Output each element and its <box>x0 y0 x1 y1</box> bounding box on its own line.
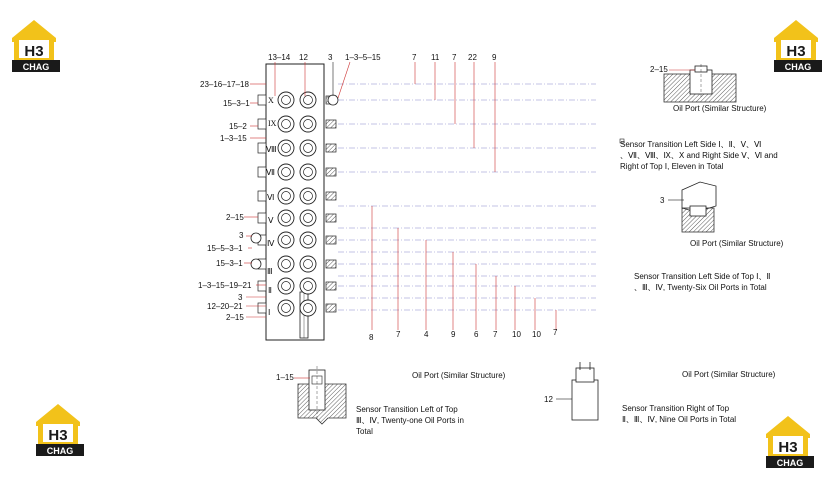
bottom-label: 6 <box>474 330 479 339</box>
port-bore <box>282 260 291 269</box>
left-label: 3 <box>239 231 244 240</box>
note-sensor-left-top <box>634 272 771 292</box>
top-label: 9 <box>492 53 497 62</box>
top-label: 1–3–5–15 <box>345 53 381 62</box>
left-fitting <box>258 213 266 223</box>
logo-word: CHAG <box>776 458 804 468</box>
bottom-label: 10 <box>512 330 521 339</box>
left-fitting <box>258 191 266 201</box>
left-fitting <box>258 143 266 153</box>
detail-oil-port-top-right <box>650 64 767 113</box>
port-bore <box>282 96 291 105</box>
port-bore <box>282 236 291 245</box>
section-numeral: Ⅶ <box>266 168 275 177</box>
left-fitting <box>258 167 266 177</box>
logo-top-right <box>774 20 822 72</box>
note-line: 、Ⅲ、Ⅳ, Twenty-Six Oil Ports in Total <box>634 283 767 292</box>
right-connector <box>326 120 336 128</box>
left-label: 2–15 <box>226 313 244 322</box>
left-label: 23–16–17–18 <box>200 80 249 89</box>
left-label: 2–15 <box>226 213 244 222</box>
left-fitting <box>258 119 266 129</box>
logo-letters: H3 <box>24 43 44 60</box>
note-line: 、Ⅶ、Ⅷ、Ⅸ、Ⅹ and Right Side Ⅴ、Ⅵ and <box>620 151 778 160</box>
side-fitting <box>251 233 261 243</box>
bottom-labels <box>369 328 558 342</box>
bottom-label: 7 <box>396 330 401 339</box>
port-bore <box>304 144 313 153</box>
note-line: Ⅲ、Ⅳ, Twenty-one Oil Ports in <box>356 416 464 425</box>
left-label: 15–5–3–1 <box>207 244 243 253</box>
left-label: 1–3–15 <box>220 134 247 143</box>
detail-label: 12 <box>544 395 553 404</box>
detail-oil-port-bottom-left <box>276 366 506 436</box>
section-numeral: Ⅳ <box>267 239 275 248</box>
note-line: Sensor Transition Right of Top <box>622 404 730 413</box>
bottom-label: 8 <box>369 333 374 342</box>
note-sensor-left-side <box>620 140 778 171</box>
logo-bottom-right <box>766 416 814 468</box>
note-line: Total <box>356 427 373 436</box>
left-label: 1–3–15–19–21 <box>198 281 252 290</box>
bottom-label: 9 <box>451 330 456 339</box>
detail-caption: Oil Port (Similar Structure) <box>412 371 506 380</box>
detail-caption: Oil Port (Similar Structure) <box>682 370 776 379</box>
right-connector <box>326 214 336 222</box>
port-bore <box>304 96 313 105</box>
bottom-label: 10 <box>532 330 541 339</box>
section-numeral: Ⅷ <box>266 145 277 154</box>
section-numeral: Ⅵ <box>267 193 275 202</box>
detail-label: 2–15 <box>650 65 668 74</box>
section-numeral: X <box>268 96 274 105</box>
left-label: 15–3–1 <box>216 259 243 268</box>
port-bore <box>304 192 313 201</box>
bottom-label: 7 <box>493 330 498 339</box>
logo-bottom-left <box>36 404 84 456</box>
note-line: Sensor Transition Left Side Ⅰ、Ⅱ、Ⅴ、Ⅵ <box>620 140 762 149</box>
side-fitting <box>251 259 261 269</box>
port-bore <box>304 260 313 269</box>
top-labels <box>268 53 497 62</box>
detail-caption: Oil Port (Similar Structure) <box>690 239 784 248</box>
note-line: Ⅱ、Ⅲ、Ⅳ, Nine Oil Ports in Total <box>622 415 737 424</box>
roman-numerals <box>266 96 277 317</box>
leader-line <box>338 62 350 98</box>
top-label: 3 <box>328 53 333 62</box>
port-bore <box>282 282 291 291</box>
right-connector <box>326 168 336 176</box>
logo-letters: H3 <box>778 439 798 456</box>
top-label: 13–14 <box>268 53 291 62</box>
right-connector <box>326 260 336 268</box>
logo-letters: H3 <box>48 427 68 444</box>
port-bore <box>304 168 313 177</box>
detail-caption: Oil Port (Similar Structure) <box>673 104 767 113</box>
logo-word: CHAG <box>22 62 50 72</box>
port-bore <box>282 168 291 177</box>
top-label: 7 <box>412 53 417 62</box>
port-bore <box>304 282 313 291</box>
port-bore <box>304 236 313 245</box>
logo-letters: H3 <box>786 43 806 60</box>
detail-elbow-fitting <box>660 182 784 248</box>
left-label: 3 <box>238 293 243 302</box>
section-numeral: Ⅲ <box>267 267 273 276</box>
port-bore <box>304 120 313 129</box>
valve-block <box>266 64 324 340</box>
port-bore <box>282 304 291 313</box>
logo-top-left <box>12 20 60 72</box>
top-label: 7 <box>452 53 457 62</box>
port-bore <box>282 144 291 153</box>
bottom-label: 4 <box>424 330 429 339</box>
port-bore <box>304 214 313 223</box>
note-line: Sensor Transition Left of Top <box>356 405 458 414</box>
right-connector <box>326 192 336 200</box>
left-label: 12–20–21 <box>207 302 243 311</box>
right-connector <box>326 304 336 312</box>
right-connector <box>326 282 336 290</box>
left-labels <box>198 80 252 322</box>
section-numeral: Ⅴ <box>268 216 274 225</box>
top-right-fitting <box>328 95 338 105</box>
left-fitting <box>258 281 266 291</box>
detail-label: 1–15 <box>276 373 294 382</box>
right-connector <box>326 236 336 244</box>
section-numeral: IX <box>268 119 277 128</box>
top-label: 12 <box>299 53 308 62</box>
section-numeral: Ⅱ <box>268 286 272 295</box>
logo-word: CHAG <box>46 446 74 456</box>
port-bore <box>282 120 291 129</box>
left-fitting <box>258 95 266 105</box>
port-bore <box>282 192 291 201</box>
port-bore <box>304 304 313 313</box>
section-numeral: Ⅰ <box>268 308 271 317</box>
detail-sensor-bottom-right <box>544 362 776 424</box>
left-label: 15–2 <box>229 122 247 131</box>
note-line: Sensor Transition Left Side of Top Ⅰ、Ⅱ <box>634 272 771 281</box>
valve-ports <box>251 92 338 316</box>
logo-word: CHAG <box>784 62 812 72</box>
left-label: 15–3–1 <box>223 99 250 108</box>
top-label: 22 <box>468 53 477 62</box>
bottom-label: 7 <box>553 328 558 337</box>
port-bore <box>282 214 291 223</box>
top-label: 11 <box>431 53 440 62</box>
note-line: Right of Top Ⅰ, Eleven in Total <box>620 162 724 171</box>
left-fitting <box>258 303 266 313</box>
right-connector <box>326 144 336 152</box>
leader-lines <box>244 62 596 330</box>
detail-label: 3 <box>660 196 665 205</box>
